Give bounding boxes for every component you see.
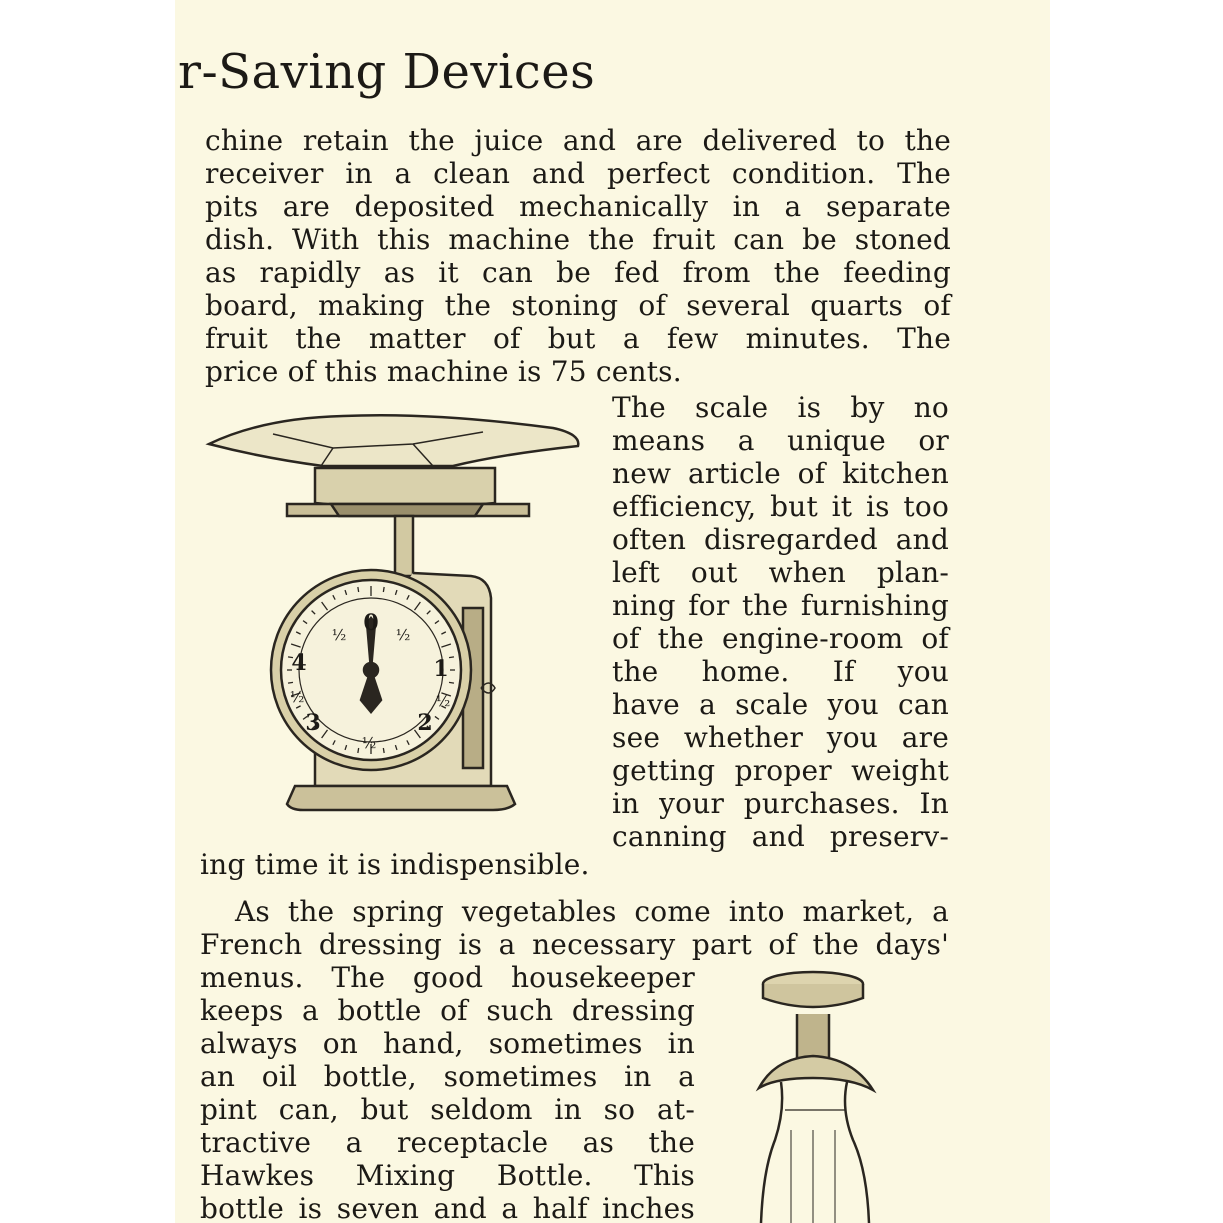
text-line: canning and preserv- [612,820,949,853]
text-line: in your purchases. In [612,787,949,820]
text-line: chine retain the juice and are delivered to the [205,124,951,157]
text-line: left out when plan- [612,556,949,589]
text-line: means a unique or [612,424,949,457]
dial-half: ½ [435,692,451,710]
text-line: often disregarded and [612,523,949,556]
text-line: see whether you are [612,721,949,754]
dial-number: 1 [433,656,449,682]
text-line: pint can, but seldom in so at- [200,1093,695,1126]
text-line: always on hand, sometimes in [200,1027,695,1060]
text-line: dish. With this machine the fruit can be stoned [205,223,951,256]
dial-number: 4 [291,650,307,676]
book-page [175,0,1050,1223]
text-line: price of this machine is 75 cents. [205,355,682,388]
dial-half: ½ [331,626,347,644]
text-line: ning for the furnishing [612,589,949,622]
dial-half: ½ [395,626,411,644]
text-line: an oil bottle, sometimes in a [200,1060,695,1093]
text-line: have a scale you can [612,688,949,721]
text-line: of the engine-room of [612,622,949,655]
text-line: efficiency, but it is too [612,490,949,523]
page-heading: r-Saving Devices [178,44,596,100]
dial-half: ½ [289,688,305,706]
text-line: keeps a bottle of such dressing [200,994,695,1027]
text-line: tractive a receptacle as the [200,1126,695,1159]
text-line: receiver in a clean and perfect condition. The [205,157,951,190]
text-line: getting proper weight [612,754,949,787]
text-line: new article of kitchen [612,457,949,490]
dial-tick [449,682,454,683]
dial-tick [383,748,384,753]
text-line: As the spring vegetables come into market, a [235,895,949,928]
text-line: menus. The good housekeeper [200,961,695,994]
dial-tick [449,657,454,658]
text-line: French dressing is a necessary part of the days' [200,928,949,961]
dial-tick [383,587,384,592]
text-line: pits are deposited mechanically in a separate [205,190,951,223]
kitchen-scale-illustration [203,408,588,820]
text-line: board, making the stoning of several quarts of [205,289,951,322]
text-line: fruit the matter of but a few minutes. The [205,322,951,355]
dial-number: 3 [305,710,321,736]
dial-tick [288,682,293,683]
mixing-bottle-illustration [755,970,935,1223]
dial-number: 0 [363,610,379,636]
text-line: Hawkes Mixing Bottle. This [200,1159,695,1192]
text-line: the home. If you [612,655,949,688]
dial-tick [358,587,359,592]
dial-number: 2 [417,710,433,736]
dial-tick [358,748,359,753]
text-line: ing time it is indispensible. [200,848,590,881]
text-line: as rapidly as it can be fed from the feeding [205,256,951,289]
dial-half: ½ [361,734,377,752]
text-line: bottle is seven and a half inches [200,1192,695,1223]
text-line: The scale is by no [612,391,949,424]
